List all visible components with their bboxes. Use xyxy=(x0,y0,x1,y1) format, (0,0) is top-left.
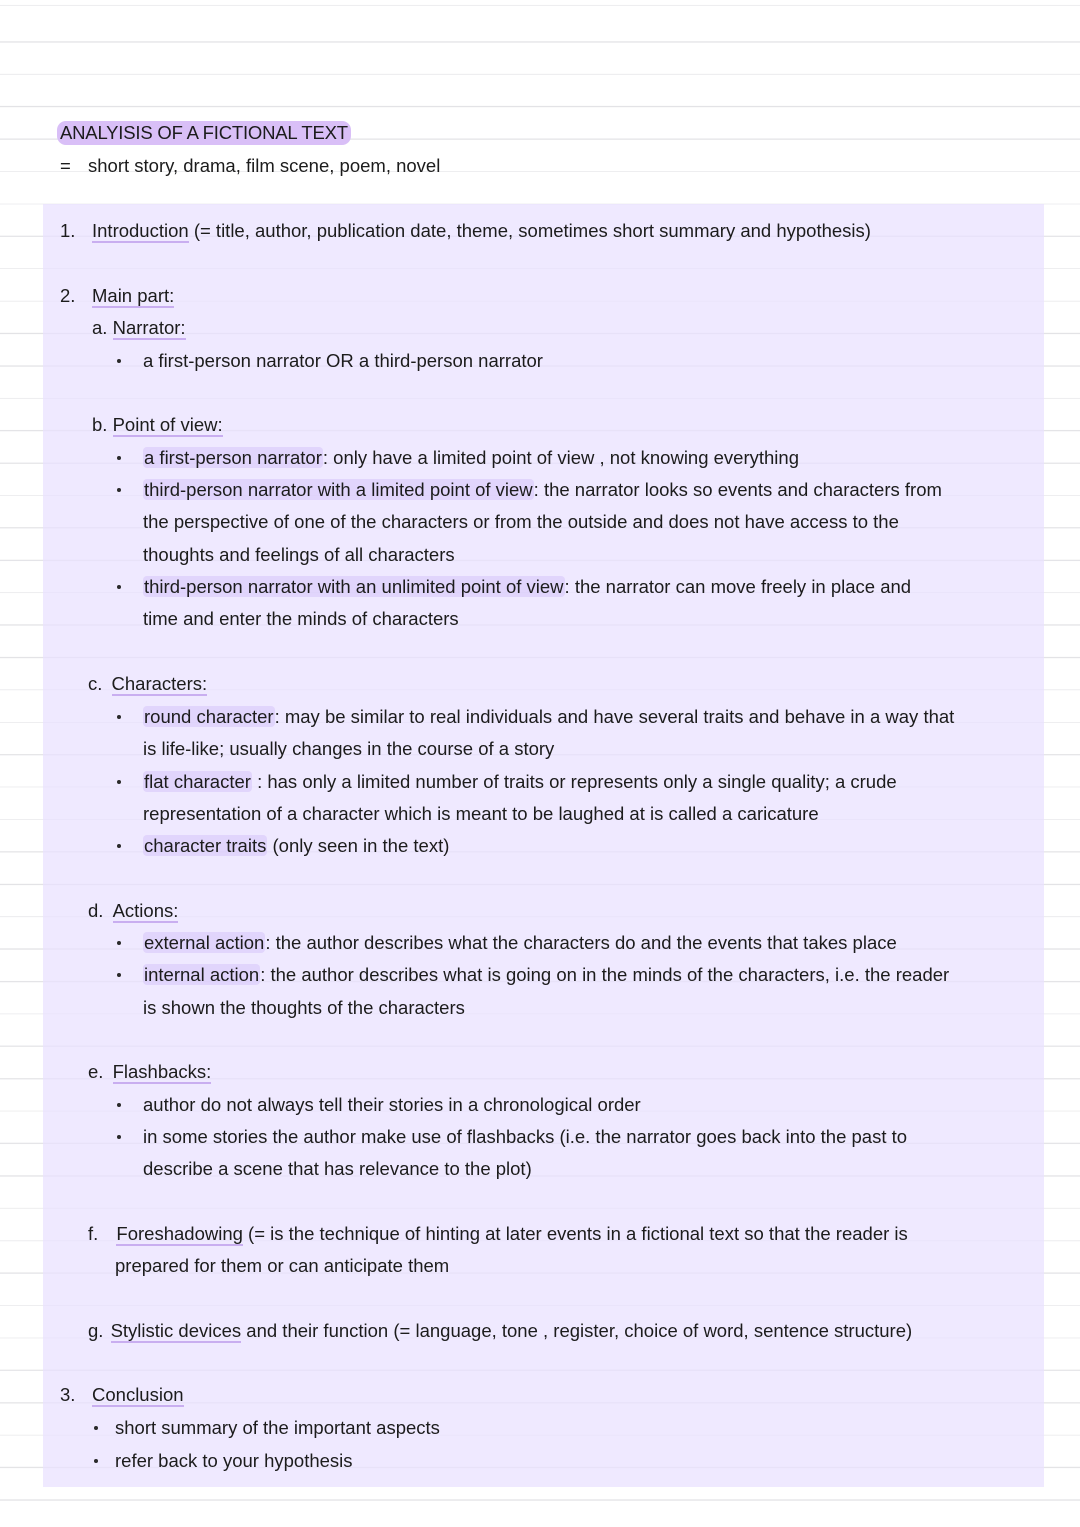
pov-item-1-text: : only have a limited point of view , not knowing everything xyxy=(322,447,799,468)
foreshadowing-letter: f. xyxy=(88,1223,99,1244)
stylistic-line xyxy=(88,1319,912,1343)
main-part-line xyxy=(92,284,174,308)
pov-item-3-term: third-person narrator with an unlimited point of view xyxy=(144,576,564,597)
pov-item-2-line-3: thoughts and feelings of all characters xyxy=(143,544,455,565)
characters-item-1 xyxy=(143,705,954,729)
characters-heading: Characters: xyxy=(111,673,208,694)
actions-item-2 xyxy=(143,963,949,987)
bullet-dot xyxy=(117,359,121,363)
conclusion-heading: Conclusion xyxy=(92,1384,184,1405)
pov-item-3 xyxy=(143,575,911,599)
stylistic-letter: g. xyxy=(88,1320,104,1341)
flashbacks-heading: Flashbacks: xyxy=(112,1061,212,1082)
characters-letter: c. xyxy=(88,673,103,694)
conclusion-line xyxy=(92,1383,184,1407)
section-number: 1. xyxy=(60,220,76,241)
characters-item-3-text: (only seen in the text) xyxy=(267,835,450,856)
bullet-dot xyxy=(117,715,121,719)
narrator-heading: Narrator: xyxy=(112,317,186,338)
foreshadowing-text: (= is the technique of hinting at later events in a fictional text so that the reader is xyxy=(242,1223,908,1244)
bullet-dot xyxy=(117,780,121,784)
pov-heading: Point of view: xyxy=(112,414,223,435)
page-title xyxy=(57,121,351,145)
bullet-dot xyxy=(117,456,121,460)
characters-item-3-term: character traits xyxy=(144,835,267,856)
conclusion-item-1: short summary of the important aspects xyxy=(115,1417,440,1438)
foreshadowing-heading: Foreshadowing xyxy=(116,1223,243,1244)
narrator-letter: a. xyxy=(92,317,108,338)
pov-item-2 xyxy=(143,478,942,502)
characters-item-2-term: flat character xyxy=(144,771,251,792)
introduction-heading: Introduction xyxy=(92,220,189,241)
section-introduction xyxy=(60,219,75,243)
pov-item-3-line-2: time and enter the minds of characters xyxy=(143,608,459,629)
subtitle-text: short story, drama, film scene, poem, novel xyxy=(88,155,441,176)
title-text: ANALYISIS OF A FICTIONAL TEXT xyxy=(57,121,351,145)
bullet-dot xyxy=(117,844,121,848)
pov-item-2-term: third-person narrator with a limited point of view xyxy=(144,479,533,500)
introduction-line xyxy=(92,219,871,243)
actions-item-2-text: : the author describes what is going on in the minds of the characters, i.e. the reader xyxy=(260,964,950,985)
pov-letter: b. xyxy=(92,414,108,435)
foreshadowing-line xyxy=(88,1222,908,1246)
bullet-dot xyxy=(117,1103,121,1107)
flashbacks-subheading xyxy=(88,1060,211,1084)
flashbacks-letter: e. xyxy=(88,1061,104,1082)
characters-item-1-term: round character xyxy=(144,706,274,727)
bullet-dot xyxy=(94,1459,98,1463)
characters-subheading xyxy=(88,672,207,696)
characters-item-2 xyxy=(143,770,897,794)
conclusion-item-2: refer back to your hypothesis xyxy=(115,1450,353,1471)
actions-item-1 xyxy=(143,931,897,955)
actions-item-2-line-2: is shown the thoughts of the characters xyxy=(143,997,465,1018)
main-part-heading: Main part: xyxy=(92,285,175,306)
characters-item-1-line-2: is life-like; usually changes in the course of a story xyxy=(143,738,555,759)
pov-item-1 xyxy=(143,446,799,470)
actions-letter: d. xyxy=(88,900,104,921)
introduction-text: (= title, author, publication date, theme, sometimes short summary and hypothesis) xyxy=(188,220,871,241)
bullet-dot xyxy=(117,488,121,492)
pov-item-3-text: : the narrator can move freely in place and xyxy=(564,576,912,597)
foreshadowing-line-2: prepared for them or can anticipate them xyxy=(115,1255,450,1276)
actions-heading: Actions: xyxy=(112,900,179,921)
equals-marker: = xyxy=(60,155,71,176)
stylistic-heading: Stylistic devices xyxy=(110,1320,242,1341)
section-conclusion-number: 3. xyxy=(60,1384,76,1405)
subtitle xyxy=(60,154,441,178)
actions-item-1-text: : the author describes what the characters do and the events that takes place xyxy=(265,932,897,953)
bullet-dot xyxy=(117,973,121,977)
pov-item-2-text: : the narrator looks so events and characters from xyxy=(533,479,942,500)
actions-item-2-term: internal action xyxy=(144,964,260,985)
stylistic-text: and their function (= language, tone , register, choice of word, sentence structure) xyxy=(241,1320,913,1341)
pov-item-2-line-2: the perspective of one of the characters or from the outside and does not have access to the xyxy=(143,511,899,532)
bullet-dot xyxy=(117,585,121,589)
bullet-dot xyxy=(94,1426,98,1430)
flashbacks-item-1: author do not always tell their stories in a chronological order xyxy=(143,1094,641,1115)
bullet-dot xyxy=(117,941,121,945)
characters-item-2-text: : has only a limited number of traits or represents only a single quality; a crude xyxy=(251,771,897,792)
actions-subheading xyxy=(88,899,178,923)
characters-item-2-line-2: representation of a character which is meant to be laughed at is called a caricature xyxy=(143,803,819,824)
pov-subheading xyxy=(92,413,223,437)
pov-item-1-term: a first-person narrator xyxy=(144,447,322,468)
narrator-item: a first-person narrator OR a third-person narrator xyxy=(143,350,543,371)
characters-item-1-text: : may be similar to real individuals and have several traits and behave in a way that xyxy=(274,706,955,727)
characters-item-3 xyxy=(143,834,449,858)
flashbacks-item-2-line-2: describe a scene that has relevance to the plot) xyxy=(143,1158,532,1179)
bullet-dot xyxy=(117,1135,121,1139)
flashbacks-item-2: in some stories the author make use of flashbacks (i.e. the narrator goes back into the past to xyxy=(143,1126,908,1147)
narrator-subheading xyxy=(92,316,186,340)
actions-item-1-term: external action xyxy=(144,932,265,953)
section-main-number: 2. xyxy=(60,285,76,306)
